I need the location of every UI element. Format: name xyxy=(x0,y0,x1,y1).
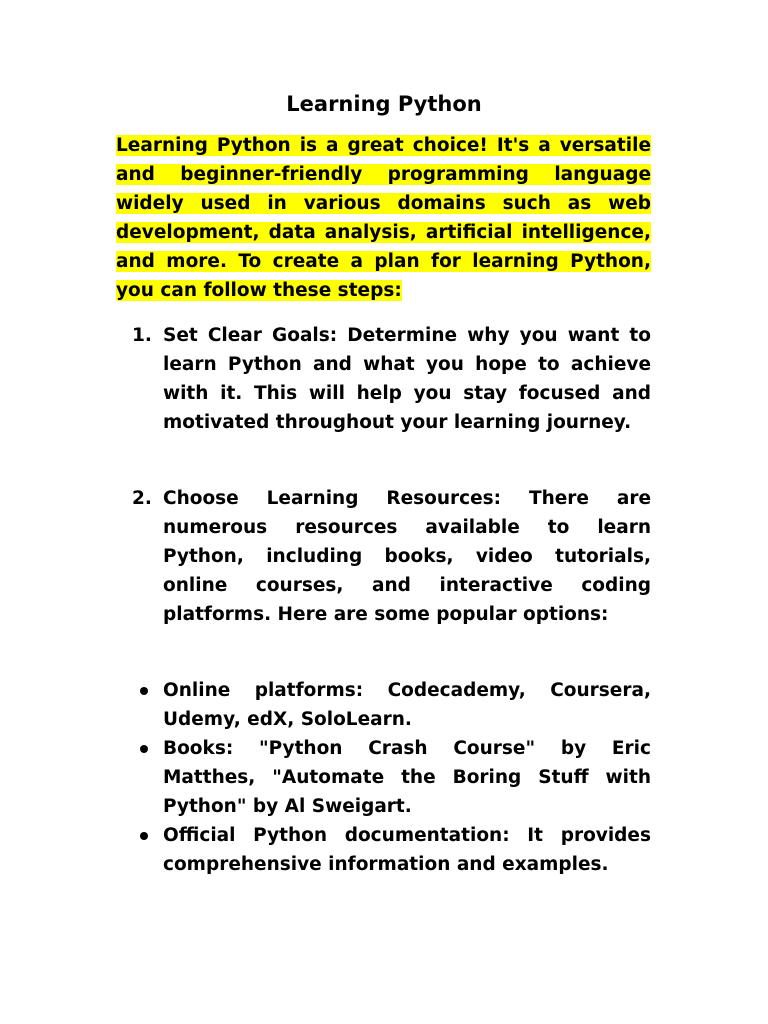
step-item-2 xyxy=(132,484,651,629)
step-number: 2. xyxy=(132,488,152,509)
bullet-item-documentation xyxy=(136,821,651,879)
step-item-1 xyxy=(132,321,651,437)
step-text: Choose Learning Resources: There are numerous resources available to learn Python, including books, video tutorials, online courses, and interactive coding platforms. Here are some popular options: xyxy=(163,488,651,625)
bullet-text: Books: "Python Crash Course" by Eric Matthes, "Automate the Boring Stuff with Python" by Al Sweigart. xyxy=(163,738,651,817)
step-text: Set Clear Goals: Determine why you want to learn Python and what you hope to achieve with it. This will help you stay focused and motivated throughout your learning journey. xyxy=(163,325,651,433)
highlighted-intro-text: Learning Python is a great choice! It's a versatile and beginner-friendly programming language widely used in various domains such as web development, data analysis, artificial intelligence, and more. To create a plan for learning Python, you can follow these steps: xyxy=(116,135,651,301)
resource-bullet-list xyxy=(136,676,651,879)
bullet-dot-icon xyxy=(140,687,148,695)
bullet-text: Official Python documentation: It provides comprehensive information and examples. xyxy=(163,825,651,875)
document-title: Learning Python xyxy=(286,92,482,116)
bullet-dot-icon xyxy=(140,832,148,840)
bullet-item-online-platforms xyxy=(136,676,651,734)
bullet-dot-icon xyxy=(140,745,148,753)
bullet-text: Online platforms: Codecademy, Coursera, Udemy, edX, SoloLearn. xyxy=(163,680,651,730)
intro-paragraph xyxy=(116,131,651,305)
bullet-item-books xyxy=(136,734,651,821)
step-number: 1. xyxy=(132,325,152,346)
